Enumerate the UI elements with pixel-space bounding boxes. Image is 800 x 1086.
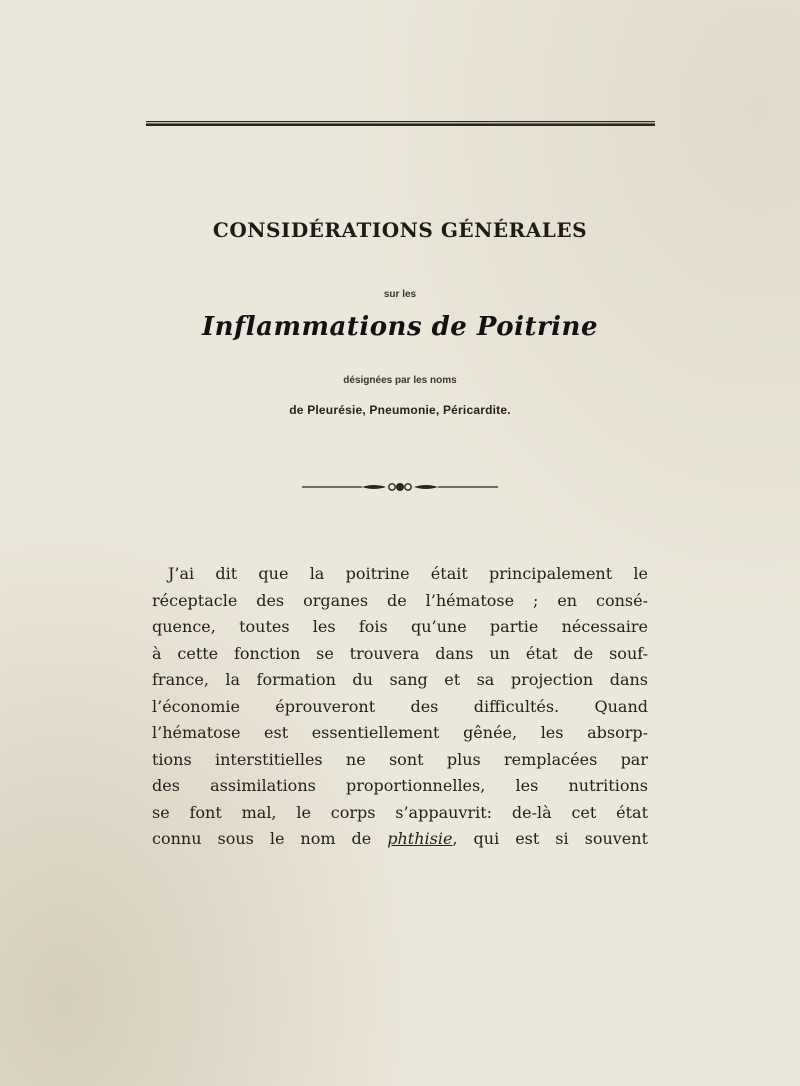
disease-names: de Pleurésie, Pneumonie, Péricardite.: [289, 403, 511, 417]
body-line: l’économie éprouveront des difficultés. Quand: [152, 696, 648, 716]
last-line-before: connu sous le nom de: [152, 829, 388, 848]
subtitle-designees: désignées par les noms: [343, 375, 457, 386]
body-line: à cette fonction se trouvera dans un état de souf-: [152, 643, 648, 663]
main-heading: CONSIDÉRATIONS GÉNÉRALES: [212, 218, 588, 242]
top-decorative-rule: [146, 121, 655, 127]
body-line-last: [152, 826, 648, 853]
ornament-divider-icon: [302, 480, 498, 494]
phthisie-term: phthisie: [387, 829, 453, 848]
body-paragraph: [152, 561, 648, 853]
body-line: J’ai dit que la poitrine était principalement le: [168, 564, 648, 583]
last-line-after: , qui est si souvent: [452, 829, 649, 848]
body-line: se font mal, le corps s’appauvrit: de-là cet état: [152, 802, 648, 822]
title-inflammations: Inflammations de Poitrine: [201, 312, 599, 342]
subheading-sur-les: sur les: [383, 289, 417, 300]
body-line: l’hématose est essentiellement gênée, les absorp-: [152, 723, 648, 742]
body-line: tions interstitielles ne sont plus remplacées par: [152, 749, 648, 769]
body-line: france, la formation du sang et sa projection dans: [152, 670, 648, 689]
body-line: réceptacle des organes de l’hématose ; en consé-: [152, 590, 648, 610]
body-line: quence, toutes les fois qu’une partie nécessaire: [152, 617, 648, 636]
body-line: des assimilations proportionnelles, les nutritions: [152, 776, 648, 795]
